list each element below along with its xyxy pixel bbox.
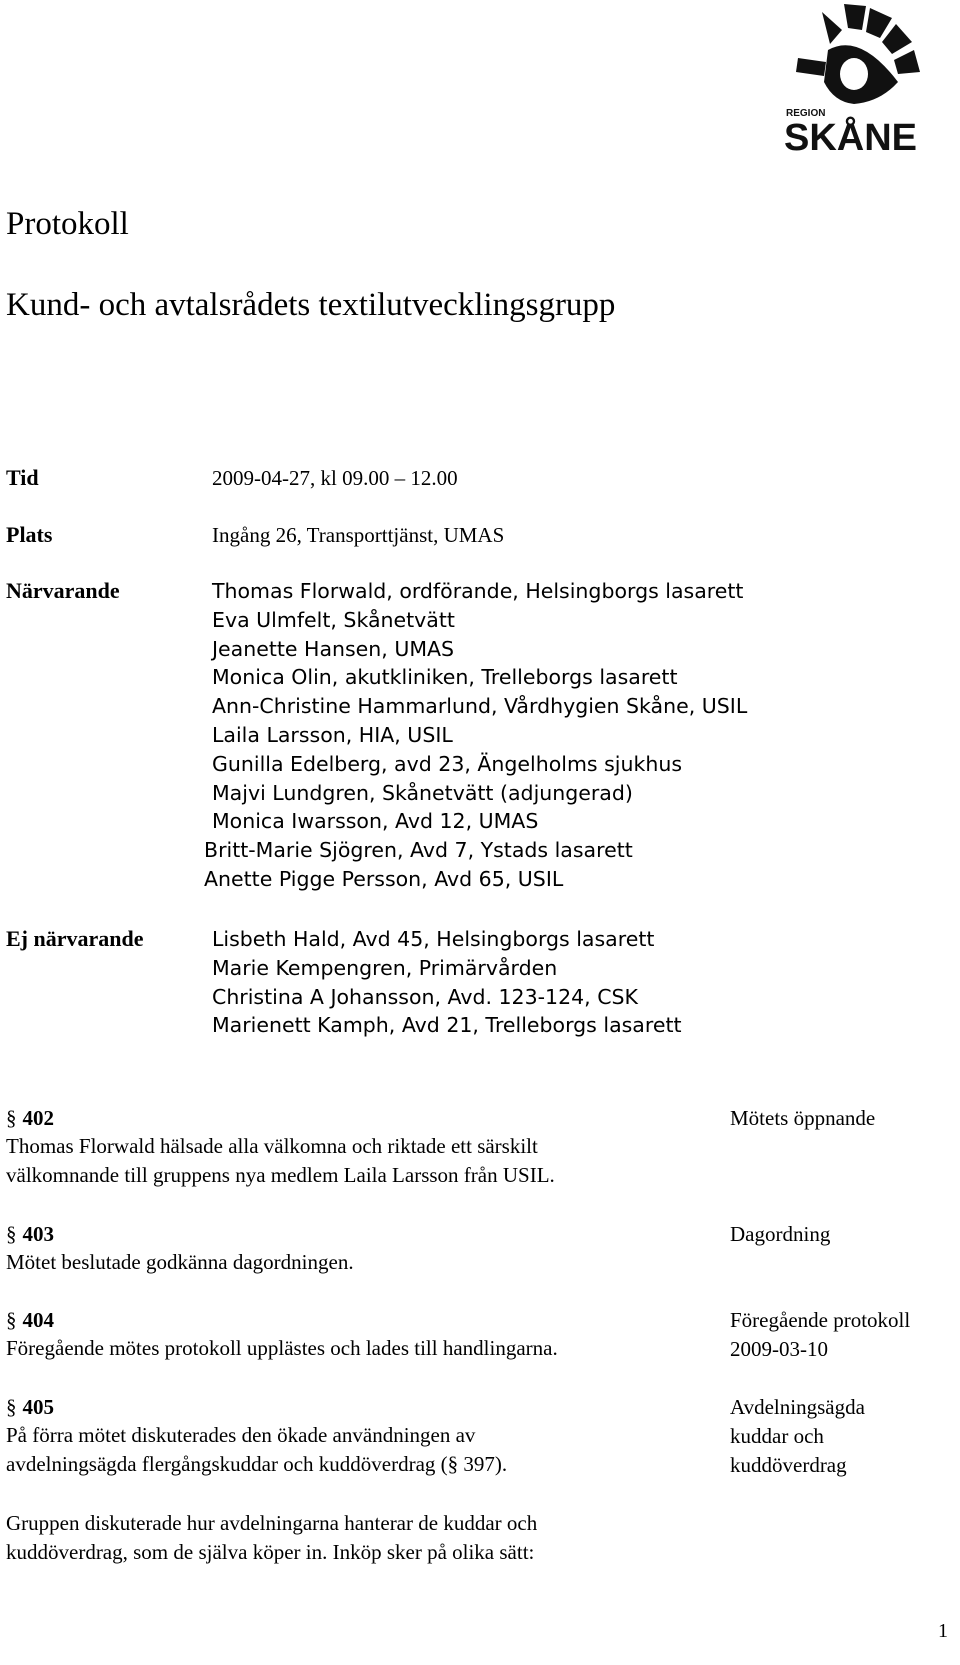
section-number-value: 402 (22, 1106, 54, 1130)
section-heading-line: kuddar och (730, 1424, 824, 1448)
absentee-item: Lisbeth Hald, Avd 45, Helsingborgs lasarett (212, 927, 655, 951)
attendee-item: Anette Pigge Persson, Avd 65, USIL (204, 866, 564, 891)
section-line: Mötet beslutade godkänna dagordningen. (6, 1250, 354, 1274)
attendee-item: Ann-Christine Hammarlund, Vårdhygien Skåne, USIL (212, 694, 748, 719)
absentee-item: Christina A Johansson, Avd. 123-124, CSK (212, 984, 638, 1009)
section-number (6, 1104, 54, 1132)
section-heading-line: Föregående protokoll (730, 1308, 911, 1332)
section-line: Thomas Florwald hälsade alla välkomna och riktade ett särskilt (6, 1134, 538, 1158)
plats-value: Ingång 26, Transporttjänst, UMAS (212, 523, 505, 547)
attendee-item: Gunilla Edelberg, avd 23, Ängelholms sjukhus (212, 751, 683, 776)
section-heading-line: Avdelningsägda (730, 1395, 865, 1419)
logo-skane-text: SKÅNE (784, 117, 918, 159)
section-symbol: § (6, 1308, 17, 1332)
section-symbol: § (6, 1395, 17, 1419)
section-number (6, 1393, 54, 1421)
section-line: Föregående mötes protokoll upplästes och lades till handlingarna. (6, 1336, 558, 1360)
section-body (6, 1334, 558, 1363)
attendee-item: Britt-Marie Sjögren, Avd 7, Ystads lasarett (204, 838, 633, 863)
tid-value: 2009-04-27, kl 09.00 – 12.00 (212, 466, 458, 490)
attendee-item: Thomas Florwald, ordförande, Helsingborgs lasarett (212, 579, 744, 603)
section-heading: Mötets öppnande (730, 1106, 876, 1130)
section-body (6, 1421, 507, 1479)
section-line: På förra mötet diskuterades den ökade användningen av (6, 1423, 476, 1447)
section-number-value: 404 (22, 1308, 54, 1332)
section-heading (730, 1393, 865, 1480)
section-heading: Dagordning (730, 1222, 831, 1246)
attendee-item: Eva Ulmfelt, Skånetvätt (212, 607, 455, 632)
absentee-item: Marienett Kamph, Avd 21, Trelleborgs lasarett (212, 1013, 682, 1038)
section-symbol: § (6, 1106, 17, 1130)
narvarande-label: Närvarande (6, 578, 120, 603)
region-skane-logo (770, 2, 940, 162)
attendee-item: Laila Larsson, HIA, USIL (212, 722, 453, 747)
attendee-item: Majvi Lundgren, Skånetvätt (adjungerad) (212, 780, 633, 805)
section-heading-line: 2009-03-10 (730, 1337, 828, 1361)
section-number-value: 403 (22, 1222, 54, 1246)
page-number: 1 (938, 1620, 948, 1642)
section-number (6, 1220, 54, 1248)
attendee-item: Jeanette Hansen, UMAS (212, 636, 455, 661)
section-number-value: 405 (22, 1395, 54, 1419)
attendee-item: Monica Iwarsson, Avd 12, UMAS (212, 809, 539, 834)
plats-label: Plats (6, 522, 53, 547)
ej-narvarande-label: Ej närvarande (6, 926, 144, 951)
document-subtitle: Kund- och avtalsrådets textilutvecklingsgrupp (6, 287, 616, 323)
document-title: Protokoll (6, 206, 129, 242)
absentee-list (212, 925, 682, 1040)
section-symbol: § (6, 1222, 17, 1246)
section-line: välkomnande till gruppens nya medlem Laila Larsson från USIL. (6, 1163, 555, 1187)
section-body (6, 1248, 354, 1277)
absentee-item: Marie Kempengren, Primärvården (212, 955, 558, 980)
section-heading (730, 1306, 910, 1364)
section-body (6, 1132, 555, 1190)
closing-line: kuddöverdrag, som de själva köper in. Inköp sker på olika sätt: (6, 1540, 535, 1564)
section-heading-line: kuddöverdrag (730, 1453, 847, 1477)
attendee-item: Monica Olin, akutkliniken, Trelleborgs lasarett (212, 665, 678, 690)
tid-label: Tid (6, 465, 39, 490)
attendee-list (204, 577, 748, 894)
closing-paragraph (6, 1509, 537, 1567)
logo-region-text: REGION (786, 108, 826, 119)
section-number (6, 1306, 54, 1334)
closing-line: Gruppen diskuterade hur avdelningarna hanterar de kuddar och (6, 1511, 538, 1535)
section-line: avdelningsägda flergångskuddar och kuddöverdrag (§ 397). (6, 1452, 508, 1476)
logo-emblem (796, 4, 920, 104)
